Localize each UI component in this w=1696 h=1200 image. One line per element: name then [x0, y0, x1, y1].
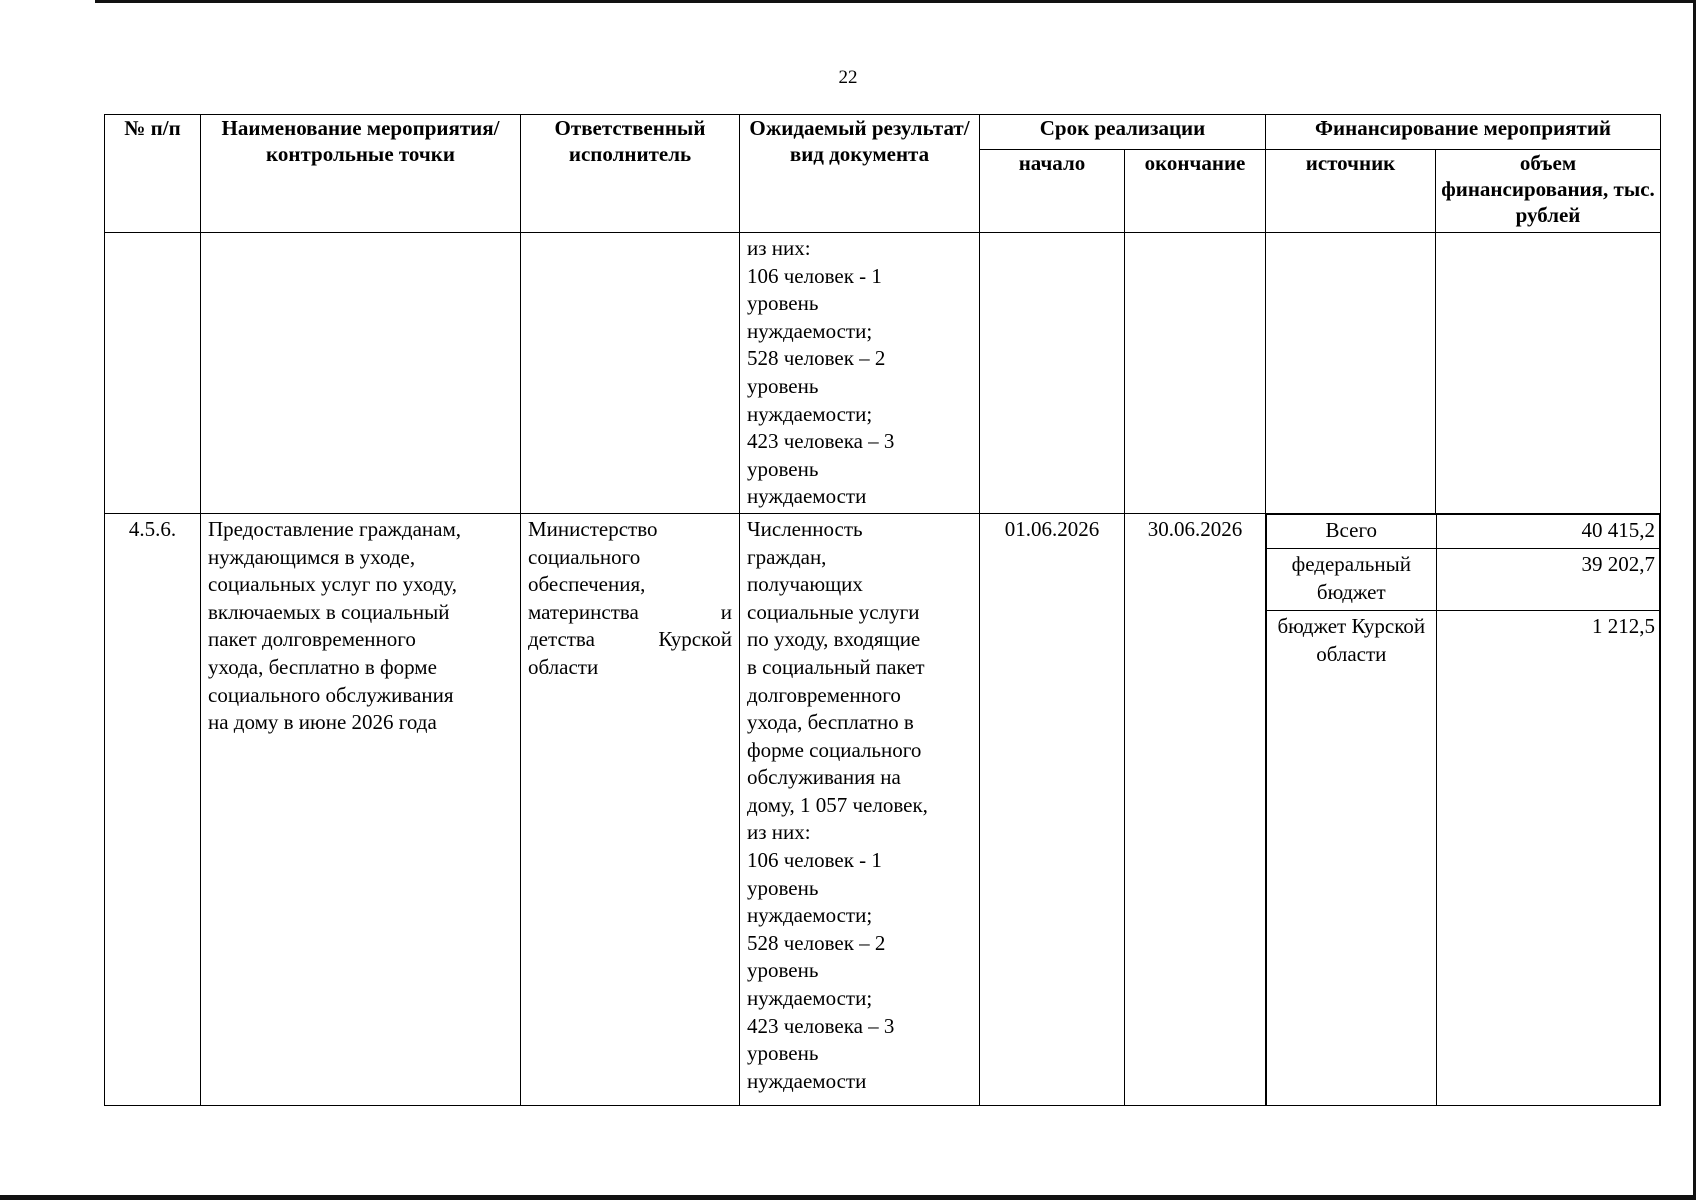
header-end: окончание [1125, 150, 1266, 233]
result-line: из них: [747, 820, 811, 845]
result-line: 423 человека – 3 [747, 1013, 895, 1038]
name-line: нуждающимся в уходе, [208, 544, 416, 569]
cont-amount-cell [1436, 233, 1661, 514]
cont-result-cell [740, 233, 980, 514]
page-number: 22 [838, 67, 858, 88]
result-line: обслуживания на [747, 765, 901, 790]
result-line: 106 человек - 1 [747, 263, 882, 288]
result-line: нуждаемости; [747, 986, 873, 1011]
table-row [105, 513, 1661, 1105]
result-line: 106 человек - 1 [747, 848, 882, 873]
result-line: в социальный пакет [747, 654, 925, 679]
row-start-date: 01.06.2026 [980, 513, 1125, 1105]
row-financing-cell [1266, 513, 1661, 1105]
table-row-continued [105, 233, 1661, 514]
result-line: ухода, бесплатно в [747, 710, 914, 735]
result-line: нуждаемости [747, 484, 867, 509]
result-line: форме социального [747, 737, 922, 762]
name-line: социального обслуживания [208, 682, 454, 707]
cont-num-cell [105, 233, 201, 514]
result-line: 528 человек – 2 [747, 930, 886, 955]
header-responsible: Ответственный исполнитель [521, 115, 740, 233]
responsible-line: области [528, 654, 599, 679]
name-line: пакет долговременного [208, 627, 416, 652]
header-result: Ожидаемый результат/вид документа [740, 115, 980, 233]
header-financing: Финансирование мероприятий [1266, 115, 1661, 150]
responsible-line: социального [528, 544, 641, 569]
financing-source: бюджет Курской области [1267, 610, 1437, 1105]
financing-source: Всего [1267, 514, 1437, 548]
scan-edge-bottom [0, 1195, 1696, 1200]
cont-end-cell [1125, 233, 1266, 514]
activities-table [104, 114, 1661, 1106]
responsible-line: обеспечения, [528, 572, 646, 597]
header-num: № п/п [105, 115, 201, 233]
result-line: уровень [747, 373, 819, 398]
cont-name-cell [201, 233, 521, 514]
responsible-line: Министерство [528, 516, 658, 541]
cont-responsible-cell [521, 233, 740, 514]
header-row-top [105, 115, 1661, 150]
result-line: нуждаемости [747, 1068, 867, 1093]
result-line: уровень [747, 456, 819, 481]
name-line: ухода, бесплатно в форме [208, 654, 437, 679]
result-line: Численность [747, 516, 863, 541]
header-period: Срок реализации [980, 115, 1266, 150]
header-source: источник [1266, 150, 1436, 233]
header-amount: объем финансирования, тыс. рублей [1436, 150, 1661, 233]
result-line: долговременного [747, 682, 901, 707]
result-line: 528 человек – 2 [747, 346, 886, 371]
result-line: из них: [747, 236, 811, 260]
scan-edge-top [95, 0, 1696, 3]
result-line: уровень [747, 958, 819, 983]
cont-source-cell [1266, 233, 1436, 514]
name-line: включаемых в социальный [208, 599, 450, 624]
row-responsible-cell [521, 513, 740, 1105]
result-line: граждан, [747, 544, 827, 569]
cont-start-cell [980, 233, 1125, 514]
result-line: 423 человека – 3 [747, 429, 895, 454]
financing-row [1267, 514, 1660, 548]
responsible-line: материнства и [528, 599, 732, 624]
result-line: нуждаемости; [747, 318, 873, 343]
row-end-date: 30.06.2026 [1125, 513, 1266, 1105]
financing-row [1267, 548, 1660, 610]
financing-amount: 1 212,5 [1436, 610, 1659, 1105]
result-line: нуждаемости; [747, 903, 873, 928]
row-result-cell [740, 513, 980, 1105]
financing-subtable [1266, 514, 1660, 1105]
result-line: нуждаемости; [747, 401, 873, 426]
result-line: получающих [747, 572, 863, 597]
header-start: начало [980, 150, 1125, 233]
result-line: уровень [747, 1041, 819, 1066]
financing-amount: 39 202,7 [1436, 548, 1659, 610]
financing-source: федеральный бюджет [1267, 548, 1437, 610]
financing-row [1267, 610, 1660, 1105]
row-num: 4.5.6. [105, 513, 201, 1105]
financing-amount: 40 415,2 [1436, 514, 1659, 548]
header-name: Наименование мероприятия/контрольные точки [201, 115, 521, 233]
name-line: на дому в июне 2026 года [208, 710, 437, 735]
result-line: уровень [747, 291, 819, 316]
result-line: социальные услуги [747, 599, 920, 624]
result-line: по уходу, входящие [747, 627, 921, 652]
responsible-line: детства Курской [528, 627, 732, 652]
row-name-cell [201, 513, 521, 1105]
result-line: уровень [747, 875, 819, 900]
result-line: дому, 1 057 человек, [747, 792, 928, 817]
name-line: социальных услуг по уходу, [208, 572, 458, 597]
name-line: Предоставление гражданам, [208, 516, 462, 541]
